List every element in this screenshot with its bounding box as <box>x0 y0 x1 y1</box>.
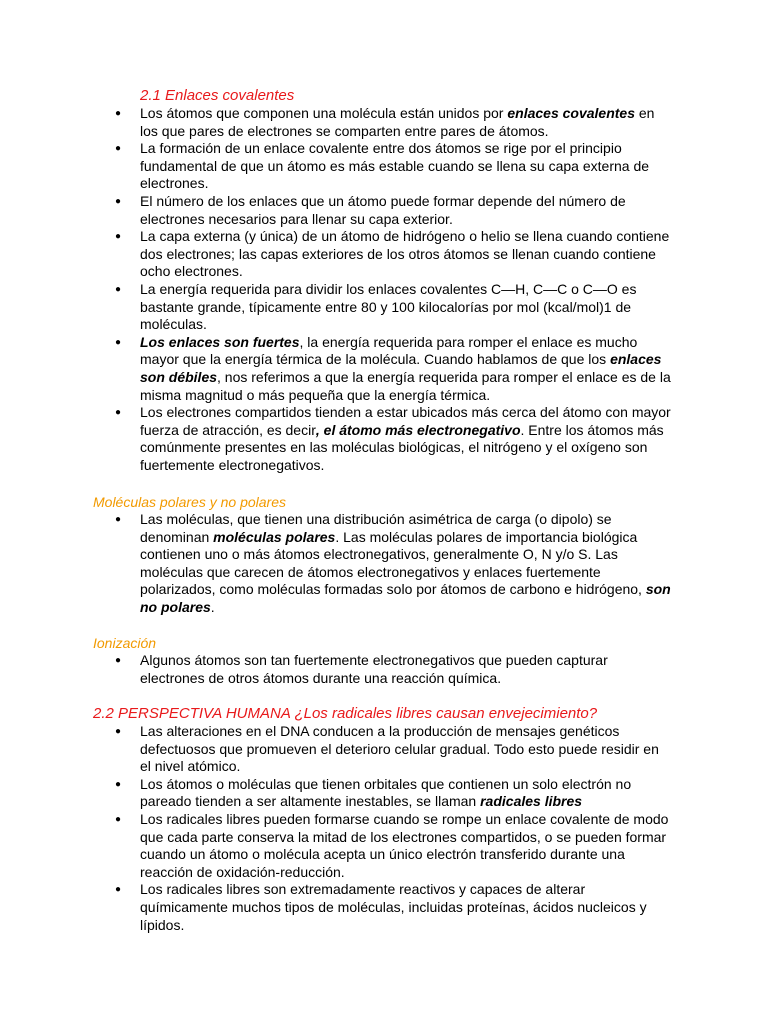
list-item: ● Los radicales libres son extremadamente reactivos y capaces de alterar químicamente muchos tipos de moléculas, incluidas proteínas, ácidos nucleicos y lípidos. <box>93 881 673 934</box>
list-item: ● Las moléculas, que tienen una distribución asimétrica de carga (o dipolo) se denominan moléculas polares. Las moléculas polares de importancia biológica contienen uno o más átomos electronegativos, generalmente O, N y/o S. Las moléculas que carecen de átomos electronegativos y enlaces fuertemente polarizados, como moléculas formadas solo por átomos de carbono e hidrógeno, son no polares. <box>93 511 673 617</box>
section-enlaces-covalentes <box>93 87 673 474</box>
subsection-heading: Ionización <box>93 635 157 651</box>
bullet-list <box>93 652 673 687</box>
section-heading: 2.1 Enlaces covalentes <box>140 87 295 104</box>
bullet-list <box>93 723 673 934</box>
emphasis: enlaces covalentes <box>507 105 635 121</box>
section-ionizacion <box>93 634 673 687</box>
section-heading: 2.2 PERSPECTIVA HUMANA ¿Los radicales libres causan envejecimiento? <box>93 705 598 722</box>
list-item: ● Los electrones compartidos tienden a estar ubicados más cerca del átomo con mayor fuerza de atracción, es decir, el átomo más electronegativo. Entre los átomos más comúnmente presentes en las moléculas biológicas, el nitrógeno y el oxígeno son fuertemente electronegativos. <box>93 404 673 474</box>
emphasis: son no polares <box>140 581 671 615</box>
list-item: ● Algunos átomos son tan fuertemente electronegativos que pueden capturar electrones de otros átomos durante una reacción química. <box>93 652 673 687</box>
emphasis: enlaces son débiles <box>140 351 662 385</box>
subsection-heading: Moléculas polares y no polares <box>93 494 286 510</box>
emphasis: radicales libres <box>480 793 583 810</box>
bullet-list <box>93 511 673 617</box>
section-moleculas-polares <box>93 493 673 617</box>
emphasis: Los enlaces son fuertes <box>140 333 300 350</box>
list-item: ● Las alteraciones en el DNA conducen a la producción de mensajes genéticos defectuosos que promueven el deterioro celular gradual. Todo esto puede residir en el nivel atómico. <box>93 723 673 776</box>
emphasis: moléculas polares <box>213 528 336 545</box>
bullet-list <box>93 105 673 474</box>
section-perspectiva-humana <box>93 705 673 934</box>
list-item: ● Los radicales libres pueden formarse cuando se rompe un enlace covalente de modo que cada parte conserva la mitad de los electrones compartidos, o se pueden formar cuando un átomo o molécula acepta un único electrón transferido durante una reacción de oxidación-reducción. <box>93 811 673 881</box>
list-item: ● Los enlaces son fuertes, la energía requerida para romper el enlace es mucho mayor que la energía térmica de la molécula. Cuando hablamos de que los enlaces son débiles, nos referimos a que la energía requerida para romper el enlace es de la misma magnitud o más pequeña que la energía térmica. <box>93 334 673 404</box>
list-item: ● Los átomos que componen una molécula están unidos por enlaces covalentes en los que pares de electrones se comparten entre pares de átomos. <box>93 105 673 140</box>
list-item: ● La formación de un enlace covalente entre dos átomos se rige por el principio fundamental de que un átomo es más estable cuando se llena su capa externa de electrones. <box>93 140 673 193</box>
list-item: ● La energía requerida para dividir los enlaces covalentes C—H, C—C o C—O es bastante grande, típicamente entre 80 y 100 kilocalorías por mol (kcal/mol)1 de moléculas. <box>93 281 673 334</box>
list-item: ● El número de los enlaces que un átomo puede formar depende del número de electrones necesarios para llenar su capa exterior. <box>93 193 673 228</box>
list-item: ● La capa externa (y única) de un átomo de hidrógeno o helio se llena cuando contiene dos electrones; las capas exteriores de los otros átomos se llenan cuando contiene ocho electrones. <box>93 228 673 281</box>
emphasis: , el átomo más electronegativo <box>315 421 521 438</box>
list-item: ● Los átomos o moléculas que tienen orbitales que contienen un solo electrón no pareado tienden a ser altamente inestables, se llaman radicales libres <box>93 776 673 811</box>
